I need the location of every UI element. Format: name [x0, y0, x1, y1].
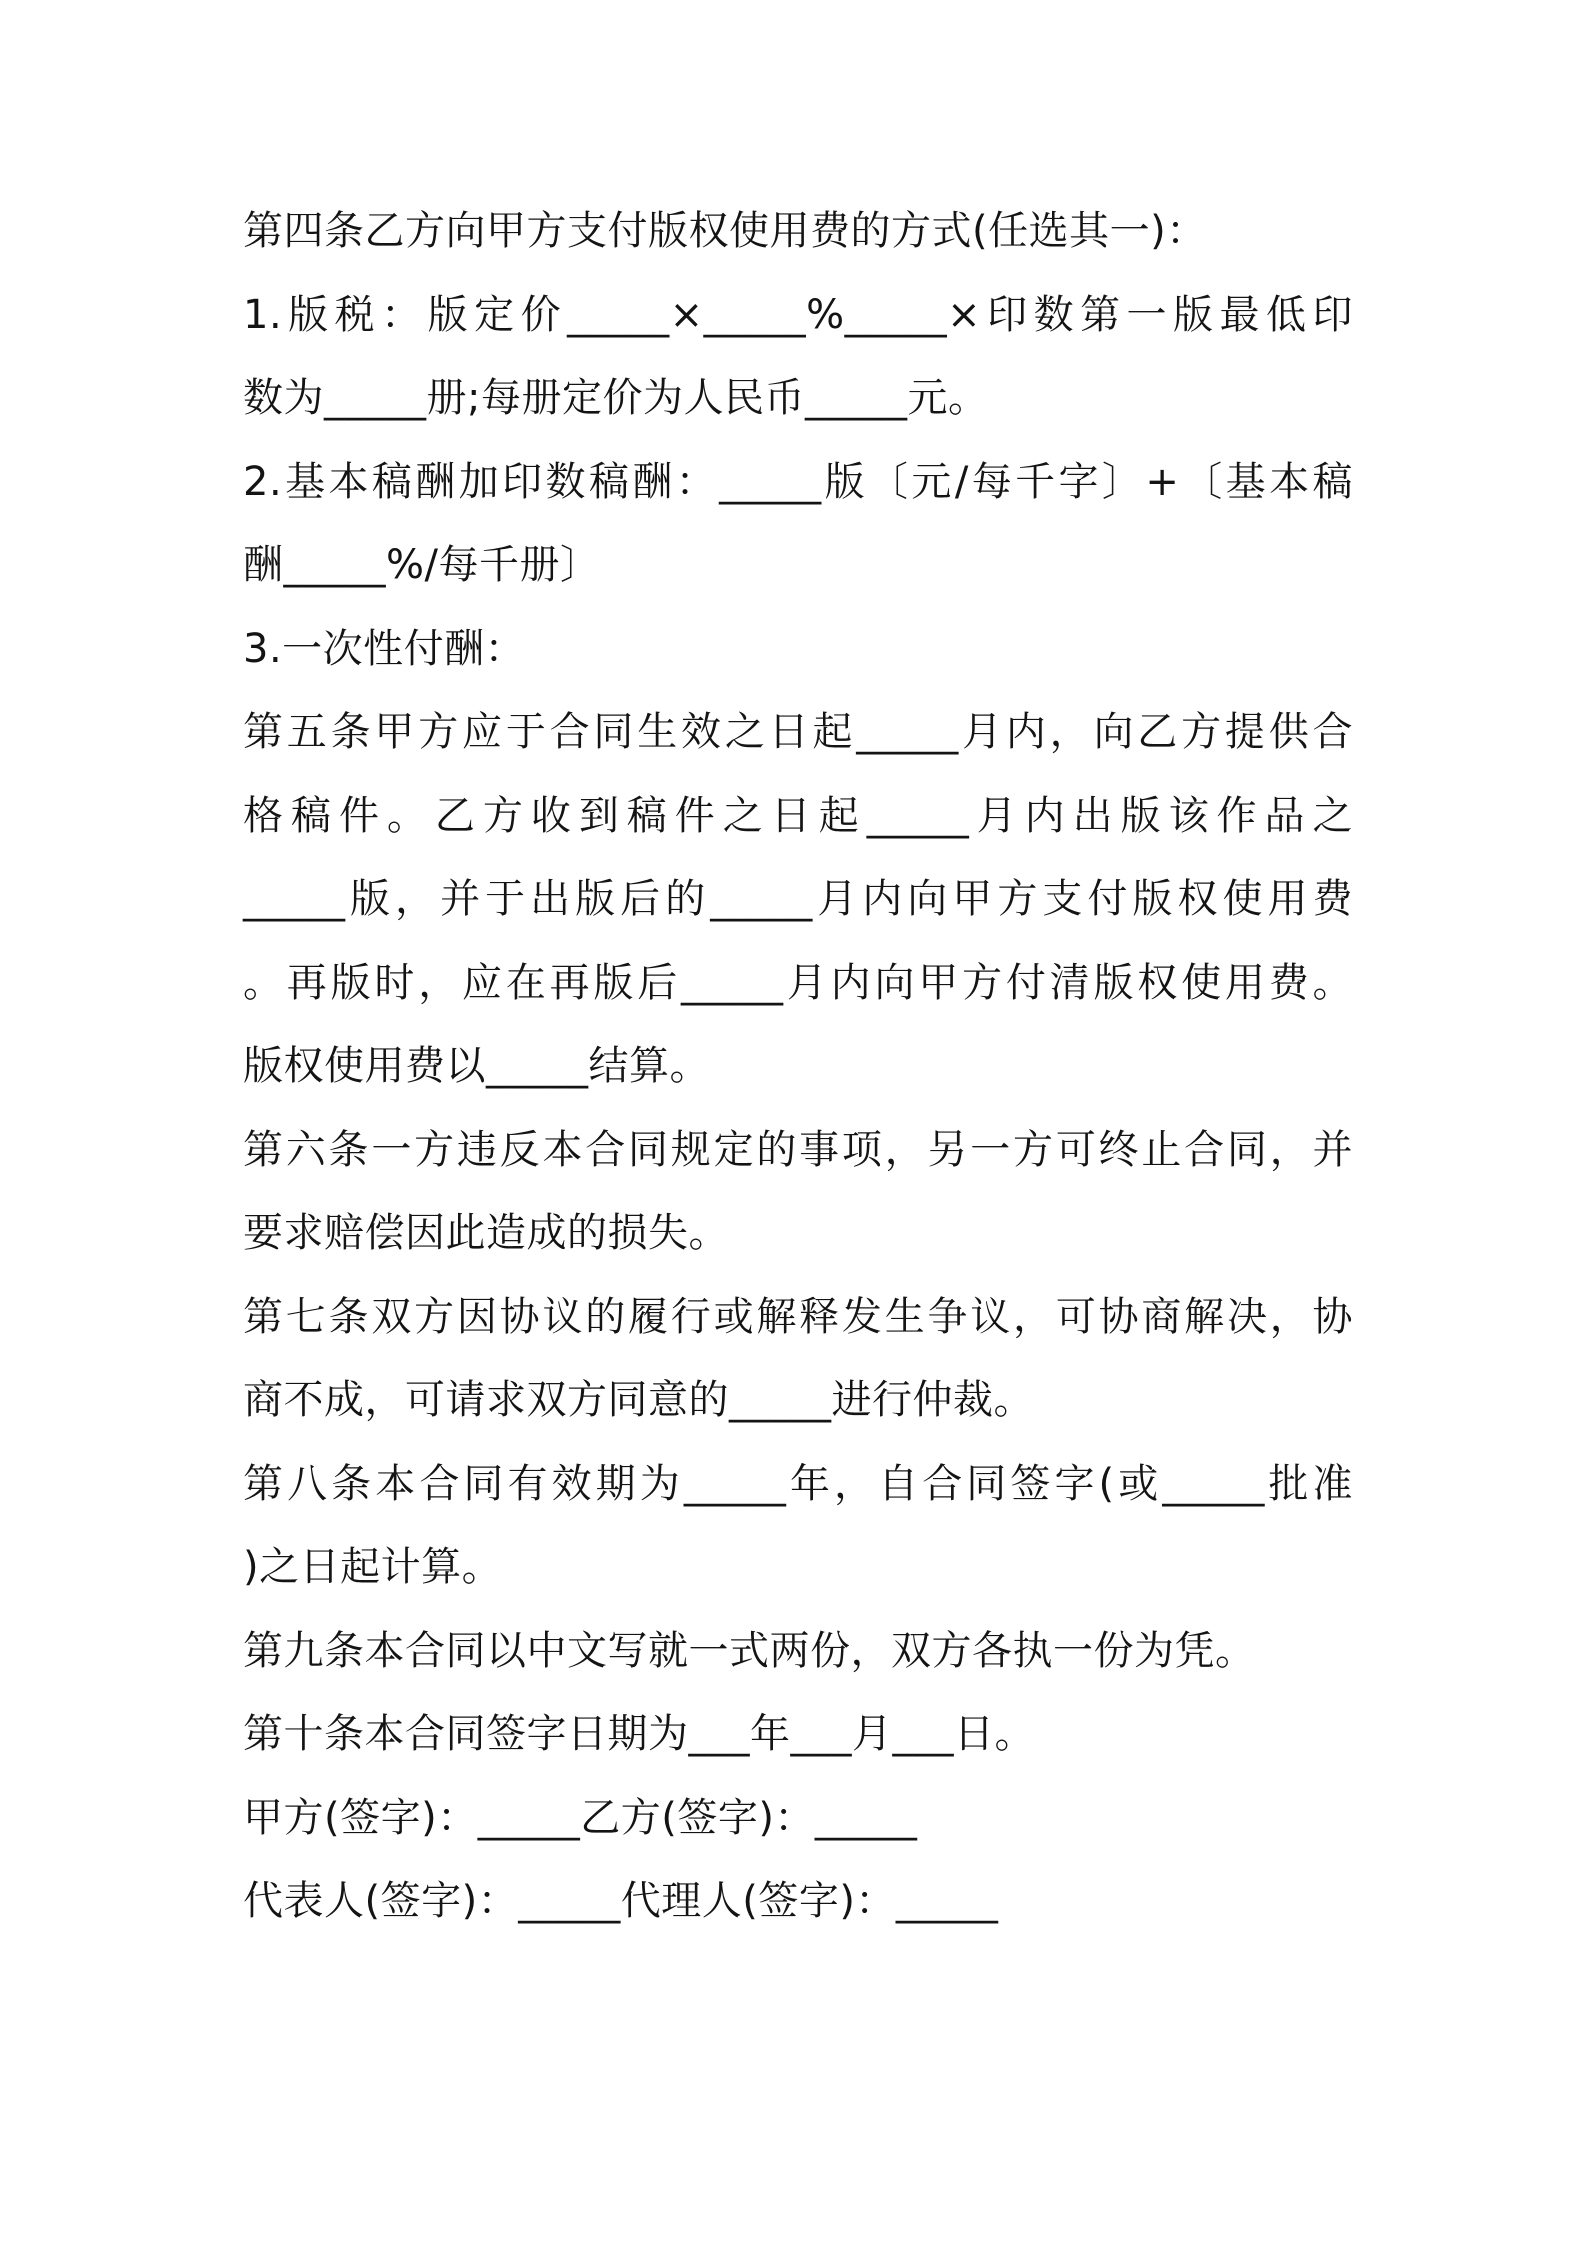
option-3-lump-sum: 3.一次性付酬： [243, 625, 526, 672]
document-body [243, 190, 1353, 1944]
article-8-line-2: )之日起计算。 [243, 1544, 503, 1590]
option-1-royalty-line-1: 1.版税：版定价_____×_____%_____×印数第一版最低印 [243, 291, 1353, 338]
article-5-line-2: 格稿件。乙方收到稿件之日起_____月内出版该作品之 [243, 792, 1353, 839]
article-5-line-4: 。再版时，应在再版后_____月内向甲方付清版权使用费。 [243, 959, 1353, 1006]
option-2-basic-fee-line-2: 酬_____%/每千册〕 [243, 542, 601, 588]
article-6-line-1: 第六条一方违反本合同规定的事项，另一方可终止合同，并 [243, 1126, 1353, 1173]
article-5-line-1: 第五条甲方应于合同生效之日起_____月内，向乙方提供合 [243, 709, 1353, 755]
representative-signatures: 代表人(签字)：_____代理人(签字)：_____ [243, 1878, 999, 1924]
article-4-heading: 第四条乙方向甲方支付版权使用费的方式(任选其一)： [243, 208, 1207, 254]
option-1-royalty-line-2: 数为_____册;每册定价为人民币_____元。 [243, 375, 989, 421]
article-7-line-1: 第七条双方因协议的履行或解释发生争议，可协商解决，协 [243, 1293, 1353, 1340]
article-5-line-5: 版权使用费以_____结算。 [243, 1043, 710, 1089]
article-9: 第九条本合同以中文写就一式两份，双方各执一份为凭。 [243, 1627, 1256, 1674]
article-8-line-1: 第八条本合同有效期为_____年，自合同签字(或_____批准 [243, 1460, 1353, 1507]
option-2-basic-fee-line-1: 2.基本稿酬加印数稿酬：_____版〔元/每千字〕+〔基本稿 [243, 458, 1353, 505]
article-6-line-2: 要求赔偿因此造成的损失。 [243, 1210, 729, 1256]
article-5-line-3: _____版，并于出版后的_____月内向甲方支付版权使用费 [243, 876, 1353, 922]
article-7-line-2: 商不成，可请求双方同意的_____进行仲裁。 [243, 1377, 1034, 1423]
article-10-signing-date: 第十条本合同签字日期为___年___月___日。 [243, 1711, 1035, 1757]
party-signatures: 甲方(签字)：_____乙方(签字)：_____ [243, 1794, 918, 1841]
